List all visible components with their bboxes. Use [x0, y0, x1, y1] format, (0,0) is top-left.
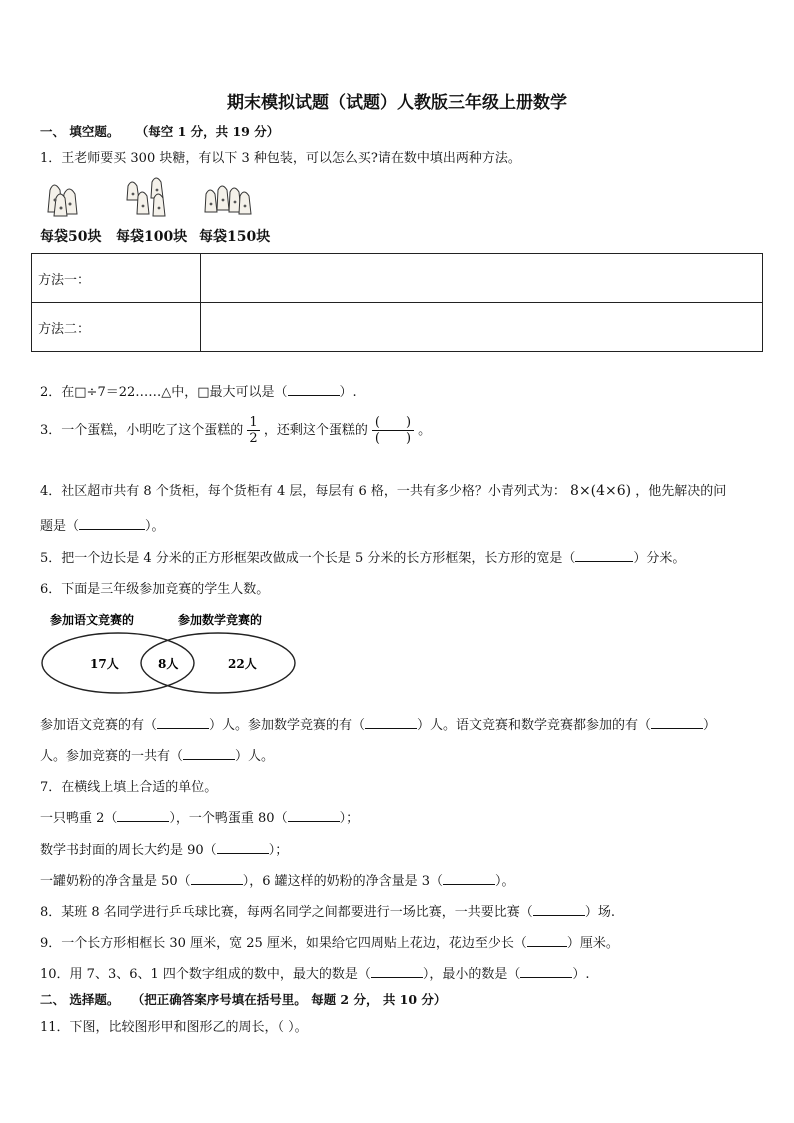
fraction-one-half — [247, 415, 259, 446]
q6-text-c: ）人。语文竞赛和数学竞赛都参加的有（ — [417, 718, 652, 733]
question-10-middle: ），最小的数是（ — [422, 967, 521, 982]
answer-blank[interactable] — [288, 382, 340, 396]
question-7-line-3 — [40, 870, 515, 889]
question-6-text: 6．下面是三年级参加竞赛的学生人数。 — [40, 582, 270, 597]
page-title: 期末模拟试题（试题）人教版三年级上册数学 — [227, 93, 567, 113]
question-3 — [40, 414, 431, 448]
question-3-text: 3．一个蛋糕，小明吃了这个蛋糕的 — [40, 423, 244, 438]
venn-middle-value: 8人 — [158, 657, 179, 671]
question-4-end: ）。 — [145, 519, 165, 534]
q7-text-g: ），6 罐这样的奶粉的净含量是 3（ — [242, 874, 443, 889]
q6-text-d: ） — [703, 718, 717, 733]
answer-blank[interactable] — [443, 871, 495, 885]
question-2-text: 2．在□÷7＝22……△中，□最大可以是（ — [40, 385, 288, 400]
section-1-heading — [40, 122, 279, 140]
q7-text-b: ），一个鸭蛋重 80（ — [169, 811, 288, 826]
answer-blank[interactable] — [183, 746, 235, 760]
question-9-text: 9．一个长方形相框长 30 厘米，宽 25 厘米，如果给它四周贴上花边，花边至少长（ — [40, 936, 527, 951]
question-9 — [40, 932, 619, 951]
answer-blank[interactable] — [520, 964, 572, 978]
question-4-expression: 8×(4×6) — [570, 483, 632, 499]
question-5 — [40, 547, 685, 566]
answer-blank[interactable] — [191, 871, 243, 885]
q7-text-h: ）。 — [495, 874, 515, 889]
fraction-numerator: 1 — [249, 415, 258, 430]
question-4-line-1 — [40, 480, 726, 499]
candy-bag-100-icon — [124, 176, 176, 220]
answer-blank[interactable] — [533, 902, 585, 916]
question-2 — [40, 381, 357, 400]
question-10 — [40, 963, 590, 982]
q6-text-b: ）人。参加数学竞赛的有（ — [209, 718, 366, 733]
method-row-1 — [32, 254, 763, 303]
q7-text-e: ）； — [268, 843, 289, 858]
question-9-end: ）厘米。 — [566, 936, 619, 951]
method-row-2 — [32, 303, 763, 352]
candy-bag-150-icon — [202, 180, 256, 220]
question-10-end: ）. — [572, 967, 590, 982]
question-7-line-2 — [40, 839, 288, 858]
question-2-end: ）. — [339, 385, 357, 400]
pack-label-150: 每袋150块 — [199, 229, 271, 245]
answer-blank[interactable] — [651, 715, 703, 729]
pack-label-100: 每袋100块 — [116, 229, 188, 245]
answer-blank[interactable] — [371, 964, 423, 978]
question-4-line-2 — [40, 515, 165, 534]
q7-text-d: 数学书封面的周长大约是 90（ — [40, 843, 217, 858]
section-2-note: （把正确答案序号填在括号里。 每题 2 分， 共 10 分） — [131, 992, 447, 1007]
question-8-end: ）场. — [584, 905, 615, 920]
answer-blank[interactable] — [288, 808, 340, 822]
question-5-text: 5．把一个边长是 4 分米的正方形框架改做成一个长是 5 分米的长方形框架，长方形的宽是（ — [40, 551, 576, 566]
question-6-line-2 — [40, 745, 274, 764]
answer-blank[interactable] — [365, 715, 417, 729]
answer-blank[interactable] — [217, 840, 269, 854]
answer-blank[interactable] — [575, 548, 633, 562]
question-11-text: 11．下图，比较图形甲和图形乙的周长，（ ）。 — [40, 1020, 308, 1035]
answer-blank[interactable] — [527, 933, 567, 947]
method-2-label: 方法二： — [32, 303, 201, 352]
method-1-label: 方法一： — [32, 254, 201, 303]
answer-blank[interactable] — [117, 808, 169, 822]
question-7-text: 7．在横线上填上合适的单位。 — [40, 780, 218, 795]
question-10-text: 10．用 7、3、6、1 四个数字组成的数中，最大的数是（ — [40, 967, 371, 982]
fraction-denominator: 2 — [249, 431, 258, 446]
venn-diagram — [38, 606, 304, 698]
section-1-note: （每空 1 分，共 19 分） — [135, 124, 280, 139]
q6-text-e: 人。参加竞赛的一共有（ — [40, 749, 184, 764]
question-6-line-1 — [40, 714, 716, 733]
q7-text-a: 一只鸭重 2（ — [40, 811, 118, 826]
venn-left-value: 17人 — [90, 657, 119, 671]
question-5-end: ）分米。 — [633, 551, 686, 566]
q6-text-a: 参加语文竞赛的有（ — [40, 718, 158, 733]
question-7-line-1 — [40, 807, 359, 826]
venn-left-title: 参加语文竞赛的 — [50, 613, 135, 627]
q6-text-f: ）人。 — [235, 749, 275, 764]
section-2-heading — [40, 990, 446, 1008]
answer-blank[interactable] — [79, 516, 145, 530]
question-1-text: 1．王老师要买 300 块糖，有以下 3 种包装，可以怎么买?请在数中填出两种方法。 — [40, 151, 521, 166]
question-4-text: 4．社区超市共有 8 个货柜，每个货柜有 4 层，每层有 6 格，一共有多少格？小青列式为： — [40, 484, 566, 499]
method-2-answer-cell[interactable] — [201, 303, 763, 352]
section-1-label: 一、 填空题。 — [40, 124, 120, 139]
venn-right-title: 参加数学竞赛的 — [178, 613, 263, 627]
answer-blank[interactable] — [157, 715, 209, 729]
candy-bag-50-icon — [44, 176, 92, 220]
q7-text-f: 一罐奶粉的净含量是 50（ — [40, 874, 191, 889]
q7-text-c: ）； — [339, 811, 360, 826]
section-2-label: 二、 选择题。 — [40, 992, 120, 1007]
question-8-text: 8．某班 8 名同学进行乒乓球比赛，每两名同学之间都要进行一场比赛，一共要比赛（ — [40, 905, 533, 920]
method-table — [31, 253, 763, 352]
method-1-answer-cell[interactable] — [201, 254, 763, 303]
pack-label-50: 每袋50块 — [40, 229, 102, 245]
answer-fraction[interactable]: $\frac{( )}{( )}$ — [372, 415, 414, 446]
question-8 — [40, 901, 615, 920]
question-4-text-end: ，他先解决的问 — [635, 484, 727, 499]
question-4-question: 题是（ — [40, 519, 80, 534]
question-3-end: 。 — [418, 423, 432, 438]
venn-right-value: 22人 — [228, 657, 257, 671]
question-3-middle: ，还剩这个蛋糕的 — [263, 423, 368, 438]
